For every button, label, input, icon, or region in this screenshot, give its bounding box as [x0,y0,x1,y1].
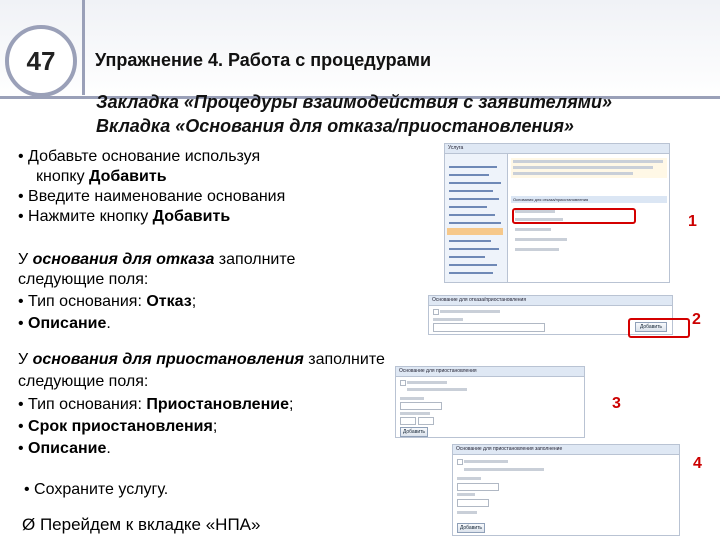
sidebar-item [449,222,501,224]
checkbox[interactable] [400,380,406,386]
screenshot-header: Услуга [445,144,669,154]
text-line [515,238,567,241]
next-tab-bullet: Ø Перейдем к вкладке «НПА» [22,515,261,534]
bullet-enter-name [18,187,285,207]
screenshot-suspension-fill [452,444,680,536]
screenshot-header: Основание для приостановления [396,367,584,377]
sidebar-item [449,182,501,184]
bullet-press-add [18,207,230,227]
text: • [18,440,29,457]
suspension-description-bullet [18,439,111,459]
save-service-bullet: • Сохраните услугу. [24,481,169,498]
text: • [18,315,29,332]
text: • Тип основания: [18,396,147,413]
highlight-box-1 [512,208,636,224]
text-line [400,397,424,400]
text: • Тип основания: [18,293,147,310]
bullet-text: • Добавьте основание используя [18,148,261,165]
add-button[interactable]: Добавить [457,523,485,533]
text-bold: Описание [28,315,107,332]
refusal-fields-label: следующие поля: [18,271,149,288]
screenshot-sidebar [445,154,508,283]
text-line [457,511,477,514]
sidebar-item [449,272,493,274]
sidebar-item-active [447,228,503,235]
bullet-bold: Добавить [89,168,167,185]
term-input[interactable] [400,417,416,425]
bullet-text: кнопку [36,168,90,185]
bullet-bold: Добавить [152,208,231,225]
text-bold: Приостановление [146,396,289,413]
type-select[interactable] [457,483,499,491]
text: • [18,418,29,435]
text-line [464,460,508,463]
text: заполните [303,351,385,368]
sidebar-item [449,214,495,216]
sidebar-item [449,256,485,258]
text-line [515,248,559,251]
text-line [457,477,481,480]
text: ; [191,293,197,310]
text-line [513,160,663,163]
text-bold: Отказ [146,293,192,310]
add-button[interactable]: Добавить [635,322,667,332]
description-input[interactable] [433,323,545,332]
text: . [106,315,111,332]
slide-number: 47 [26,45,56,76]
term-input[interactable] [457,499,489,507]
refusal-description-bullet [18,314,111,334]
sidebar-item [449,166,497,168]
subtitle-line-1: Закладка «Процедуры взаимодействия с заявителями» [96,92,613,112]
suspension-fields-label: следующие поля: [18,373,149,390]
type-select[interactable] [400,402,442,410]
text: ; [212,418,218,435]
slide-number-badge [5,25,77,97]
suspension-type-bullet [18,395,293,415]
bullet-add-reason-cont [36,167,167,187]
suspension-term-bullet [18,417,217,437]
step-marker-4: 4 [693,455,702,472]
sidebar-item [449,206,487,208]
step-marker-2: 2 [692,311,701,328]
text-line [440,310,500,313]
text: У [18,251,33,268]
sidebar-item [449,240,491,242]
suspension-intro [18,350,385,370]
text-bold-italic: основания для приостановления [32,351,304,368]
sidebar-item [449,174,489,176]
text-line [407,388,467,391]
bullet-add-reason [18,147,260,167]
reasons-tab[interactable]: Основания для отказа/приостановления [511,196,667,203]
text-line [433,318,463,321]
highlight-box-2 [628,318,690,338]
header-divider-vertical [82,0,85,95]
screenshot-suspension-form [395,366,585,438]
sidebar-item [449,264,497,266]
checkbox[interactable] [457,459,463,465]
text-bold: Описание [28,440,107,457]
text-line [515,228,551,231]
text: ; [288,396,294,413]
refusal-intro [18,250,295,270]
text: . [106,440,111,457]
text-line [464,468,544,471]
sidebar-item [449,190,493,192]
text-line [513,166,653,169]
text-bold: Срок приостановления [28,418,213,435]
term-unit-select[interactable] [418,417,434,425]
refusal-type-bullet [18,292,196,312]
checkbox[interactable] [433,309,439,315]
text-bold-italic: основания для отказа [32,251,215,268]
bullet-text: • Введите наименование основания [18,188,286,205]
sidebar-item [449,248,499,250]
text-line [407,381,447,384]
text: У [18,351,33,368]
text: заполните [214,251,296,268]
step-marker-3: 3 [612,395,621,412]
screenshot-header: Основание для приостановления заполнение [453,445,679,455]
bullet-text: • Нажмите кнопку [18,208,153,225]
screenshot-header: Основание для отказа/приостановления [429,296,672,306]
text-line [457,493,475,496]
text-line [400,412,430,415]
slide-title: Упражнение 4. Работа с процедурами [95,50,432,70]
sidebar-item [449,198,499,200]
text-line [513,172,633,175]
subtitle-line-2: Вкладка «Основания для отказа/приостановления» [96,116,574,136]
add-button[interactable]: Добавить [400,427,428,437]
step-marker-1: 1 [688,213,697,230]
